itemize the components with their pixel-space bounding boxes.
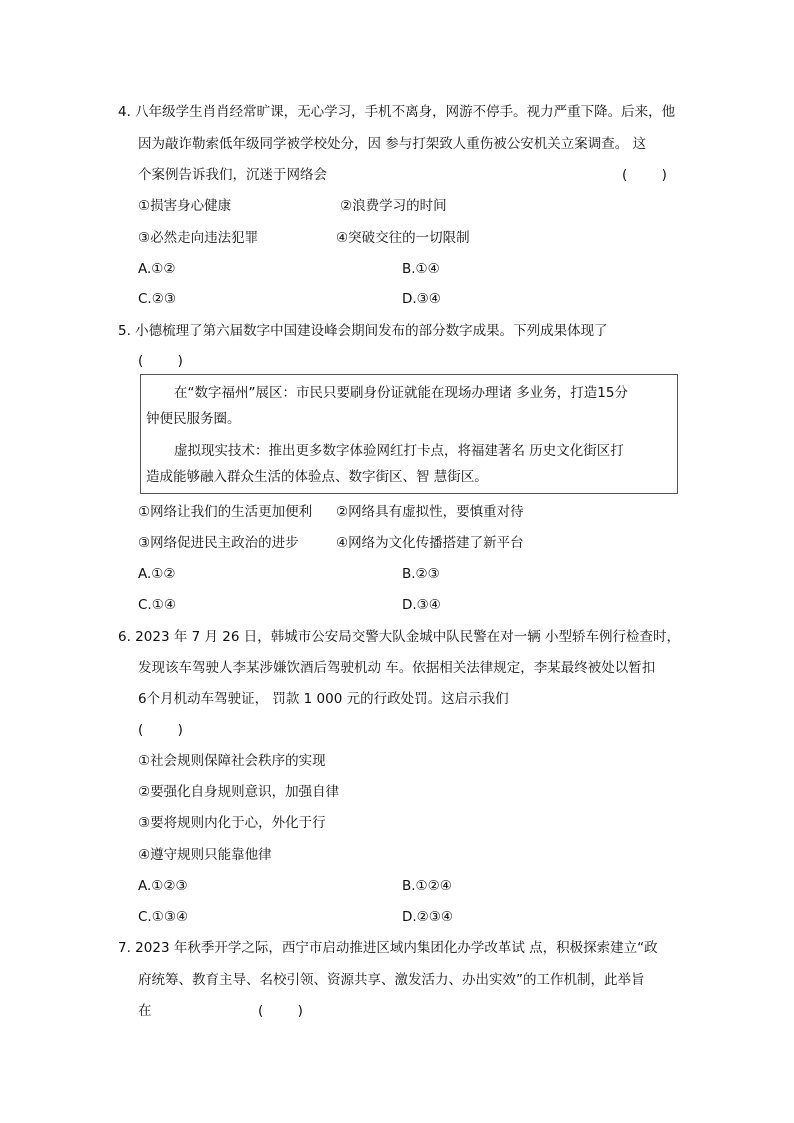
- q6-line-1: 6. 2023 年 7 月 26 日，韩城市公安局交警大队金城中队民警在对一辆 小型轿车例行检查时，: [118, 629, 681, 645]
- q7-answer-bracket: ( ): [258, 1003, 303, 1019]
- q4-option-c: C.②③: [138, 291, 176, 307]
- q6-answer-bracket: ( ): [138, 722, 183, 738]
- q5-answer-bracket: ( ): [138, 353, 183, 369]
- q6-statement-3: ③要将规则内化于心，外化于行: [138, 815, 326, 831]
- q4-line-1: 4. 八年级学生肖肖经常旷课，无心学习，手机不离身，网游不停手。视力严重下降。后来，他: [118, 104, 676, 120]
- q6-statement-4: ④遵守规则只能靠他律: [138, 847, 272, 863]
- q5-material-line-1: 在“数字福州”展区：市民只要刷身份证就能在现场办理诸 多业务，打造15分: [174, 385, 628, 401]
- q4-option-d: D.③④: [402, 291, 441, 307]
- q4-option-b: B.①④: [402, 261, 440, 277]
- q6-option-b: B.①②④: [402, 878, 452, 894]
- q6-option-d: D.②③④: [402, 909, 453, 925]
- q5-option-c: C.①④: [138, 597, 176, 613]
- q6-statement-1: ①社会规则保障社会秩序的实现: [138, 753, 326, 769]
- q4-line-3: 个案例告诉我们，沉迷于网络会: [138, 167, 327, 183]
- q5-statement-2: ②网络具有虚拟性，要慎重对待: [336, 504, 524, 520]
- q4-option-a: A.①②: [138, 261, 176, 277]
- q6-line-2: 发现该车驾驶人李某涉嫌饮酒后驾驶机动 车。依据相关法律规定，李某最终被处以暂扣: [138, 660, 656, 676]
- q7-line-3: 在: [138, 1003, 152, 1019]
- q4-statement-1: ①损害身心健康: [138, 198, 232, 214]
- q5-option-b: B.②③: [402, 566, 440, 582]
- q5-material-line-3: 虚拟现实技术：推出更多数字体验网红打卡点，将福建著名 历史文化街区打: [174, 443, 624, 459]
- q5-line-1: 5. 小德梳理了第六届数字中国建设峰会期间发布的部分数字成果。下列成果体现了: [118, 323, 608, 339]
- q6-option-c: C.①③④: [138, 909, 189, 925]
- q4-line-2: 因为敲诈勒索低年级同学被学校处分，因 参与打架致人重伤被公安机关立案调查。 这: [138, 136, 647, 152]
- q5-statement-3: ③网络促进民主政治的进步: [138, 535, 299, 551]
- q6-statement-2: ②要强化自身规则意识，加强自律: [138, 784, 340, 800]
- q4-statement-4: ④突破交往的一切限制: [336, 230, 470, 246]
- q7-line-1: 7. 2023 年秋季开学之际，西宁市启动推进区域内集团化办学改革试 点，积极探索建立“政: [118, 940, 658, 956]
- q5-option-d: D.③④: [402, 597, 441, 613]
- q4-statement-3: ③必然走向违法犯罪: [138, 230, 259, 246]
- q4-answer-bracket: ( ): [622, 167, 667, 183]
- q5-statement-1: ①网络让我们的生活更加便利: [138, 504, 313, 520]
- q4-statement-2: ②浪费学习的时间: [340, 198, 447, 214]
- q5-statement-4: ④网络为文化传播搭建了新平台: [336, 535, 524, 551]
- q5-material-line-2: 钟便民服务圈。: [146, 411, 241, 427]
- q5-option-a: A.①②: [138, 566, 176, 582]
- q7-line-2: 府统筹、教育主导、名校引领、资源共享、激发活力、办出实效”的工作机制，此举旨: [138, 972, 645, 988]
- q6-option-a: A.①②③: [138, 878, 188, 894]
- q5-material-line-4: 造成能够融入群众生活的体验点、数字街区、智 慧街区。: [146, 469, 488, 485]
- q6-line-3: 6个月机动车驾驶证， 罚款 1 000 元的行政处罚。这启示我们: [138, 691, 509, 707]
